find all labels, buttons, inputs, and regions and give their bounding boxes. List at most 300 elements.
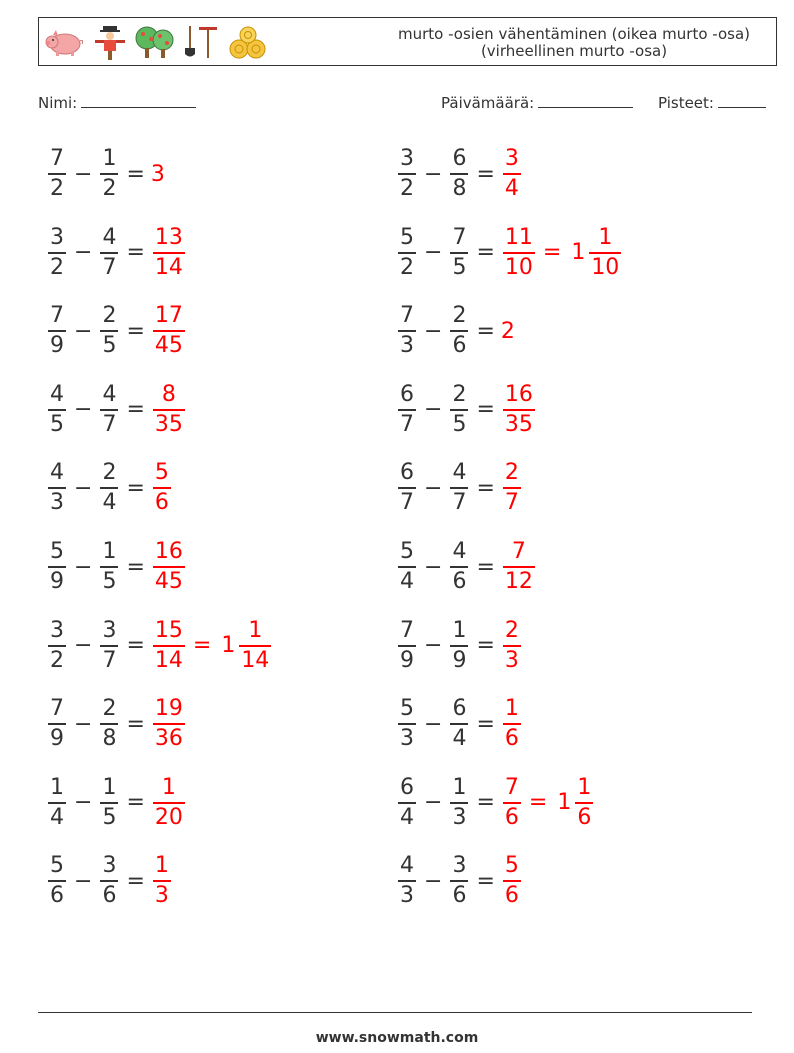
- subtrahend-fraction: [450, 853, 468, 909]
- numerator: 3: [102, 617, 117, 643]
- numerator: 5: [50, 539, 64, 564]
- equals-sign: =: [126, 554, 145, 580]
- minus-sign: −: [424, 318, 443, 344]
- minuend-fraction: [398, 539, 416, 595]
- fraction-bar: [153, 330, 185, 332]
- fraction-bar: [589, 252, 621, 254]
- subtraction-problem: [396, 535, 537, 599]
- footer-divider: [38, 1012, 752, 1013]
- answer-fraction: [503, 696, 521, 752]
- numerator: 1: [248, 617, 263, 643]
- fraction-bar: [450, 330, 468, 332]
- fraction-bar: [450, 252, 468, 254]
- subtraction-problem: [396, 771, 595, 835]
- numerator: 2: [452, 381, 467, 407]
- numerator: 19: [154, 696, 183, 722]
- minuend-fraction: [398, 460, 416, 516]
- equals-sign: =: [476, 318, 495, 344]
- minuend-fraction: [48, 303, 66, 359]
- subtrahend-fraction: [100, 696, 118, 752]
- equals-sign: =: [542, 240, 562, 266]
- subtraction-problem: [46, 456, 173, 520]
- numerator: 6: [452, 696, 467, 722]
- numerator: 3: [50, 224, 64, 250]
- denominator: 5: [452, 411, 467, 437]
- denominator: 45: [154, 569, 183, 594]
- fraction-bar: [398, 645, 416, 647]
- numerator: 2: [102, 460, 117, 486]
- fraction-bar: [503, 880, 521, 882]
- denominator: 6: [504, 804, 519, 830]
- equals-sign: =: [126, 711, 145, 737]
- numerator: 1: [102, 539, 117, 564]
- footer-url: www.snowmath.com: [315, 1030, 479, 1046]
- minus-sign: −: [424, 240, 443, 266]
- minuend-fraction: [48, 853, 66, 909]
- equals-sign: =: [476, 711, 495, 737]
- fraction-bar: [450, 880, 468, 882]
- answer-whole: 3: [150, 161, 165, 187]
- shovel-rake-icon: [181, 24, 221, 60]
- subtrahend-fraction: [450, 225, 468, 281]
- numerator: 11: [504, 224, 533, 250]
- numerator: 7: [452, 224, 467, 250]
- scarecrow-icon: [93, 24, 127, 60]
- fraction-bar: [153, 252, 185, 254]
- fraction-bar: [450, 645, 468, 647]
- fraction-bar: [48, 487, 66, 489]
- denominator: 7: [400, 490, 414, 516]
- fraction-bar: [575, 802, 593, 804]
- score-label: Pisteet:: [658, 94, 714, 112]
- pig-icon: [43, 24, 85, 60]
- fraction-bar: [153, 645, 185, 647]
- minuend-fraction: [398, 146, 416, 202]
- denominator: 6: [50, 883, 64, 909]
- minuend-fraction: [48, 539, 66, 595]
- equals-sign: =: [126, 318, 145, 344]
- numerator: 6: [400, 381, 414, 407]
- mixed-fraction: [575, 775, 593, 831]
- fraction-bar: [503, 645, 521, 647]
- subtraction-problem: [46, 142, 165, 206]
- denominator: 35: [154, 411, 183, 437]
- numerator: 4: [102, 224, 117, 250]
- date-blank: [538, 95, 633, 108]
- equals-sign: =: [476, 475, 495, 501]
- denominator: 6: [504, 726, 519, 752]
- minus-sign: −: [424, 397, 443, 423]
- fraction-bar: [503, 566, 535, 568]
- answer-fraction: [503, 775, 521, 831]
- subtrahend-fraction: [100, 146, 118, 202]
- subtrahend-fraction: [100, 775, 118, 831]
- equals-sign: =: [476, 397, 495, 423]
- numerator: 4: [50, 460, 64, 486]
- numerator: 1: [577, 774, 592, 800]
- subtraction-problem: [396, 456, 523, 520]
- fraction-bar: [153, 566, 185, 568]
- denominator: 10: [504, 254, 533, 280]
- fraction-bar: [450, 723, 468, 725]
- subtraction-problem: [46, 535, 187, 599]
- subtrahend-fraction: [450, 775, 468, 831]
- fraction-bar: [503, 409, 535, 411]
- numerator: 2: [102, 303, 117, 329]
- equals-sign: =: [126, 790, 145, 816]
- denominator: 6: [452, 569, 467, 594]
- numerator: 7: [504, 774, 519, 800]
- subtraction-problem: [396, 378, 537, 442]
- numerator: 17: [154, 303, 183, 329]
- fraction-bar: [153, 802, 185, 804]
- date-field: [441, 94, 633, 112]
- fraction-bar: [48, 330, 66, 332]
- equals-sign: =: [126, 397, 145, 423]
- numerator: 7: [50, 146, 64, 171]
- equals-sign: =: [126, 475, 145, 501]
- minuend-fraction: [48, 775, 66, 831]
- numerator: 1: [50, 774, 64, 800]
- numerator: 4: [50, 381, 64, 407]
- denominator: 7: [102, 647, 117, 673]
- subtrahend-fraction: [100, 460, 118, 516]
- minus-sign: −: [74, 633, 93, 659]
- subtrahend-fraction: [100, 539, 118, 595]
- fraction-bar: [398, 252, 416, 254]
- apple-trees-icon: [133, 24, 177, 60]
- answer-fraction: [503, 618, 521, 674]
- minuend-fraction: [48, 460, 66, 516]
- denominator: 3: [400, 726, 414, 752]
- subtraction-problem: [396, 142, 523, 206]
- numerator: 5: [50, 853, 64, 879]
- numerator: 5: [400, 539, 414, 564]
- worksheet-header: [38, 17, 777, 66]
- minuend-fraction: [48, 146, 66, 202]
- fraction-bar: [48, 723, 66, 725]
- denominator: 5: [452, 254, 467, 280]
- mixed-whole: 1: [221, 633, 236, 659]
- numerator: 1: [102, 774, 117, 800]
- denominator: 5: [102, 804, 117, 830]
- denominator: 2: [400, 176, 414, 201]
- denominator: 4: [400, 569, 414, 594]
- fraction-bar: [153, 880, 171, 882]
- fraction-bar: [100, 723, 118, 725]
- minus-sign: −: [424, 554, 443, 580]
- numerator: 7: [511, 539, 526, 564]
- fraction-bar: [450, 566, 468, 568]
- numerator: 2: [504, 617, 519, 643]
- equals-sign: =: [476, 554, 495, 580]
- minus-sign: −: [74, 397, 93, 423]
- answer-fraction: [503, 853, 521, 909]
- worksheet-title: murto -osien vähentäminen (oikea murto -osa) (virheellinen murto -osa): [397, 25, 751, 60]
- fraction-bar: [503, 173, 521, 175]
- fraction-bar: [100, 330, 118, 332]
- name-blank: [81, 95, 196, 108]
- answer-fraction: [503, 225, 535, 281]
- numerator: 7: [400, 617, 414, 643]
- equals-sign: =: [192, 633, 212, 659]
- subtraction-problem: [46, 692, 187, 756]
- fraction-bar: [153, 409, 185, 411]
- name-field: [38, 94, 196, 112]
- fraction-bar: [100, 252, 118, 254]
- denominator: 4: [102, 490, 117, 516]
- denominator: 14: [154, 254, 183, 280]
- equals-sign: =: [126, 161, 145, 187]
- fraction-bar: [450, 487, 468, 489]
- denominator: 9: [50, 726, 64, 752]
- subtrahend-fraction: [100, 382, 118, 438]
- numerator: 6: [400, 774, 414, 800]
- subtraction-problem: [396, 614, 523, 678]
- answer-fraction: [503, 539, 535, 595]
- answer-fraction: [153, 303, 185, 359]
- fraction-bar: [48, 409, 66, 411]
- subtrahend-fraction: [100, 225, 118, 281]
- answer-fraction: [503, 460, 521, 516]
- minuend-fraction: [398, 382, 416, 438]
- mixed-fraction: [589, 225, 621, 281]
- hay-bales-icon: [227, 24, 269, 60]
- minuend-fraction: [398, 775, 416, 831]
- answer-fraction: [503, 382, 535, 438]
- denominator: 9: [400, 647, 414, 673]
- fraction-bar: [398, 409, 416, 411]
- denominator: 6: [102, 883, 117, 909]
- fraction-bar: [398, 330, 416, 332]
- minus-sign: −: [74, 318, 93, 344]
- numerator: 5: [400, 696, 414, 722]
- denominator: 9: [50, 333, 64, 359]
- equals-sign: =: [528, 790, 548, 816]
- minus-sign: −: [74, 240, 93, 266]
- fraction-bar: [503, 723, 521, 725]
- denominator: 6: [154, 490, 169, 516]
- minus-sign: −: [424, 475, 443, 501]
- answer-fraction: [153, 225, 185, 281]
- fraction-bar: [153, 487, 171, 489]
- denominator: 20: [154, 804, 183, 830]
- denominator: 6: [577, 804, 592, 830]
- fraction-bar: [100, 880, 118, 882]
- numerator: 8: [161, 381, 176, 407]
- denominator: 3: [400, 883, 414, 909]
- answer-whole: 2: [500, 318, 515, 344]
- fraction-bar: [48, 173, 66, 175]
- denominator: 4: [50, 804, 64, 830]
- subtraction-problem: [46, 849, 173, 913]
- fraction-bar: [450, 409, 468, 411]
- date-label: Päivämäärä:: [441, 94, 535, 112]
- denominator: 14: [154, 647, 183, 673]
- fraction-bar: [450, 173, 468, 175]
- subtrahend-fraction: [450, 539, 468, 595]
- denominator: 5: [102, 333, 117, 359]
- fraction-bar: [100, 566, 118, 568]
- subtrahend-fraction: [450, 382, 468, 438]
- minuend-fraction: [398, 618, 416, 674]
- subtraction-problem: [46, 378, 187, 442]
- denominator: 9: [50, 569, 64, 594]
- fraction-bar: [100, 173, 118, 175]
- denominator: 7: [102, 411, 117, 437]
- fraction-bar: [503, 487, 521, 489]
- equals-sign: =: [476, 633, 495, 659]
- fraction-bar: [503, 802, 521, 804]
- numerator: 15: [154, 617, 183, 643]
- numerator: 16: [154, 539, 183, 564]
- fraction-bar: [100, 487, 118, 489]
- subtrahend-fraction: [450, 618, 468, 674]
- subtraction-problem: [46, 614, 273, 678]
- fraction-bar: [503, 252, 535, 254]
- denominator: 9: [452, 647, 467, 673]
- numerator: 5: [154, 460, 169, 486]
- fraction-bar: [48, 880, 66, 882]
- numerator: 7: [50, 696, 64, 722]
- denominator: 10: [591, 254, 620, 280]
- minuend-fraction: [398, 303, 416, 359]
- equals-sign: =: [476, 240, 495, 266]
- minuend-fraction: [48, 696, 66, 752]
- mixed-whole: 1: [557, 790, 572, 816]
- score-field: [658, 94, 766, 112]
- denominator: 5: [102, 569, 117, 594]
- subtraction-problem: [46, 221, 187, 285]
- subtrahend-fraction: [100, 303, 118, 359]
- minuend-fraction: [398, 853, 416, 909]
- numerator: 1: [154, 853, 169, 879]
- fraction-bar: [398, 566, 416, 568]
- minuend-fraction: [48, 382, 66, 438]
- numerator: 4: [452, 460, 467, 486]
- denominator: 14: [241, 647, 270, 673]
- minus-sign: −: [424, 711, 443, 737]
- numerator: 4: [400, 853, 414, 879]
- numerator: 1: [504, 696, 519, 722]
- minuend-fraction: [398, 696, 416, 752]
- numerator: 4: [452, 539, 467, 564]
- numerator: 3: [504, 146, 519, 171]
- denominator: 3: [400, 333, 414, 359]
- fraction-bar: [48, 566, 66, 568]
- subtraction-problem: [46, 299, 187, 363]
- numerator: 7: [400, 303, 414, 329]
- subtraction-problem: [46, 771, 187, 835]
- denominator: 7: [400, 411, 414, 437]
- subtrahend-fraction: [450, 696, 468, 752]
- numerator: 3: [102, 853, 117, 879]
- equals-sign: =: [476, 161, 495, 187]
- fraction-bar: [48, 802, 66, 804]
- denominator: 4: [452, 726, 467, 752]
- answer-fraction: [153, 539, 185, 595]
- denominator: 6: [452, 333, 467, 359]
- denominator: 12: [504, 569, 533, 594]
- subtraction-problem: [396, 849, 523, 913]
- minuend-fraction: [48, 225, 66, 281]
- denominator: 6: [504, 883, 519, 909]
- denominator: 8: [102, 726, 117, 752]
- denominator: 7: [452, 490, 467, 516]
- fraction-bar: [100, 409, 118, 411]
- denominator: 2: [50, 254, 64, 280]
- equals-sign: =: [476, 790, 495, 816]
- minus-sign: −: [74, 711, 93, 737]
- denominator: 4: [504, 176, 519, 201]
- denominator: 2: [50, 647, 64, 673]
- denominator: 3: [452, 804, 467, 830]
- answer-fraction: [153, 775, 185, 831]
- subtrahend-fraction: [100, 618, 118, 674]
- answer-fraction: [153, 382, 185, 438]
- numerator: 1: [452, 617, 467, 643]
- numerator: 2: [102, 696, 117, 722]
- minus-sign: −: [74, 554, 93, 580]
- subtraction-problem: [396, 221, 623, 285]
- denominator: 2: [50, 176, 64, 201]
- denominator: 4: [400, 804, 414, 830]
- numerator: 4: [102, 381, 117, 407]
- numerator: 7: [50, 303, 64, 329]
- subtraction-problem: [396, 692, 523, 756]
- numerator: 16: [504, 381, 533, 407]
- minuend-fraction: [398, 225, 416, 281]
- denominator: 35: [504, 411, 533, 437]
- denominator: 5: [50, 411, 64, 437]
- denominator: 6: [452, 883, 467, 909]
- minus-sign: −: [424, 790, 443, 816]
- fraction-bar: [398, 487, 416, 489]
- minuend-fraction: [48, 618, 66, 674]
- numerator: 3: [50, 617, 64, 643]
- fraction-bar: [239, 645, 271, 647]
- denominator: 45: [154, 333, 183, 359]
- minus-sign: −: [74, 161, 93, 187]
- fraction-bar: [398, 723, 416, 725]
- minus-sign: −: [424, 868, 443, 894]
- fraction-bar: [398, 880, 416, 882]
- fraction-bar: [48, 252, 66, 254]
- denominator: 7: [504, 490, 519, 516]
- minus-sign: −: [424, 161, 443, 187]
- denominator: 36: [154, 726, 183, 752]
- minus-sign: −: [424, 633, 443, 659]
- answer-fraction: [153, 853, 171, 909]
- answer-fraction: [153, 460, 171, 516]
- answer-fraction: [503, 146, 521, 202]
- denominator: 2: [102, 176, 117, 201]
- subtraction-problem: [396, 299, 515, 363]
- fraction-bar: [398, 173, 416, 175]
- fraction-bar: [398, 802, 416, 804]
- numerator: 5: [504, 853, 519, 879]
- denominator: 3: [154, 883, 169, 909]
- denominator: 8: [452, 176, 467, 201]
- subtrahend-fraction: [100, 853, 118, 909]
- numerator: 6: [452, 146, 467, 171]
- fraction-bar: [48, 645, 66, 647]
- subtrahend-fraction: [450, 146, 468, 202]
- numerator: 1: [598, 224, 613, 250]
- minus-sign: −: [74, 868, 93, 894]
- equals-sign: =: [126, 240, 145, 266]
- mixed-fraction: [239, 618, 271, 674]
